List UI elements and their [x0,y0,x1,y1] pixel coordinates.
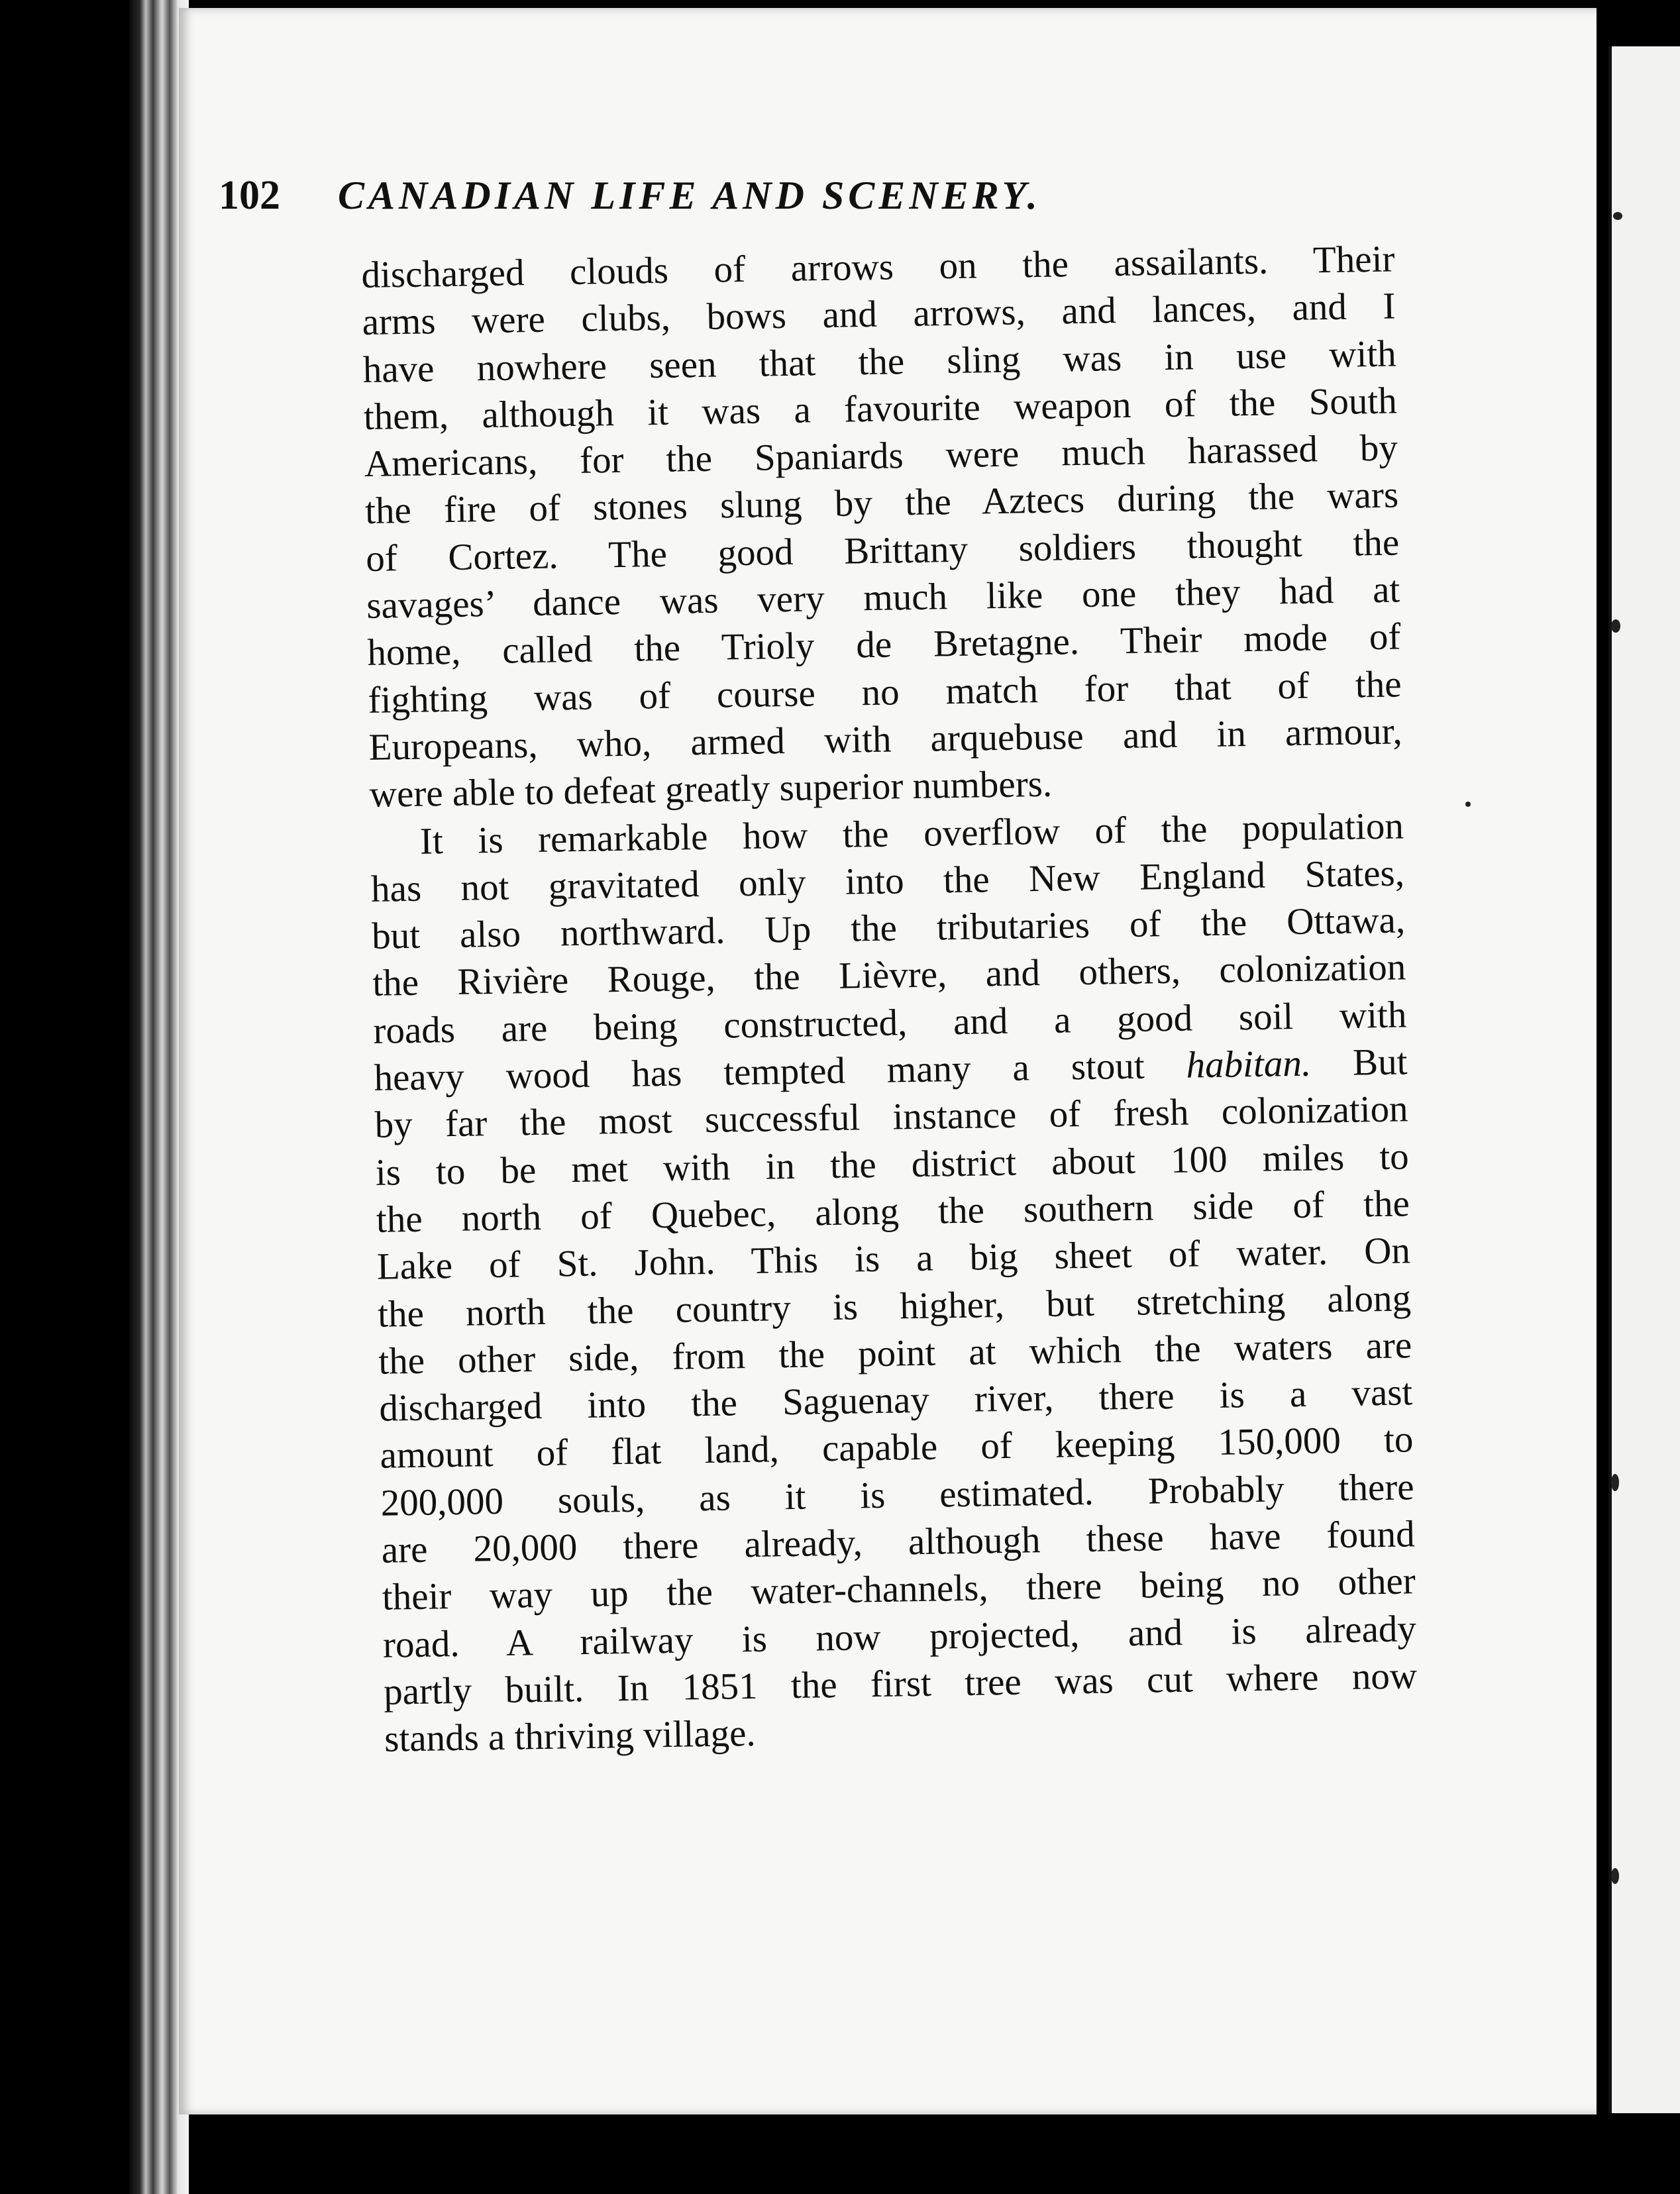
text-line: have nowhere seen that the sling was in use with [362,333,1397,391]
body-text [361,235,1418,1763]
text-line: the other side, from the point at which the waters are [378,1324,1412,1383]
scan-speck [1613,212,1622,220]
text-line: savages’ dance was very much like one they had at [366,568,1400,627]
scan-speck [1611,1868,1619,1884]
text-line: of Cortez. The good Brittany soldiers thought the [365,521,1400,580]
text-line: the Rivière Rouge, the Lièvre, and others, colonization [372,946,1406,1005]
text-line: partly built. In 1851 the first tree was cut where now [383,1655,1418,1713]
text-line: fighting was of course no match for that of the [368,663,1402,721]
text-line: 200,000 souls, as it is estimated. Probably there [380,1465,1414,1524]
text-line: road. A railway is now projected, and is already [382,1607,1417,1666]
text-line: the fire of stones slung by the Aztecs during the wars [364,474,1399,533]
text-line: has not gravitated only into the New England States, [370,852,1405,910]
text-line: were able to defeat greatly superior numbers. [369,762,1053,816]
text-line: arms were clubs, bows and arrows, and lances, and I [362,285,1396,344]
text-line: the north the country is higher, but stretching along [377,1277,1412,1335]
text-line: Lake of St. John. This is a big sheet of water. On [376,1229,1411,1288]
scan-speck [1465,802,1471,807]
text-line: their way up the water-channels, there being no other [382,1560,1416,1619]
italic-word-habitan: habitan. [1186,1042,1312,1086]
text-line: amount of flat land, capable of keeping 150,000 to [380,1418,1414,1477]
page-number: 102 [219,173,280,218]
text-segment: But [1352,1041,1408,1084]
text-line: Europeans, who, armed with arquebuse and in armour, [368,710,1403,768]
text-line: are 20,000 there already, although these have found [381,1513,1416,1571]
text-line: It is remarkable how the overflow of the population [419,804,1404,862]
text-line: stands a thriving village. [384,1712,757,1760]
text-line: Americans, for the Spaniards were much harassed by [364,427,1398,486]
text-line: roads are being constructed, and a good soil with [372,994,1407,1052]
scan-speck [1611,619,1620,633]
running-head: CANADIAN LIFE AND SCENERY. [338,174,1041,217]
text-line: discharged clouds of arrows on the assailants. Their [361,238,1395,296]
text-line: is to be met with in the district about 100 miles to [375,1135,1410,1194]
scan-speck [1611,1474,1619,1491]
text-line: by far the most successful instance of fresh colonization [374,1088,1409,1147]
text-line: the north of Quebec, along the southern side of the [376,1182,1410,1241]
text-line: discharged into the Saguenay river, there is a vast [378,1371,1413,1430]
facing-page-edge [1608,46,1680,2113]
page-header [219,166,1312,225]
text-line: but also northward. Up the tributaries of the Ottawa, [371,899,1406,958]
text-line: home, called the Trioly de Bretagne. Their mode of [367,615,1401,674]
text-line: them, although it was a favourite weapon of the South [363,380,1398,438]
text-segment: heavy wood has tempted many a stout [374,1045,1145,1099]
